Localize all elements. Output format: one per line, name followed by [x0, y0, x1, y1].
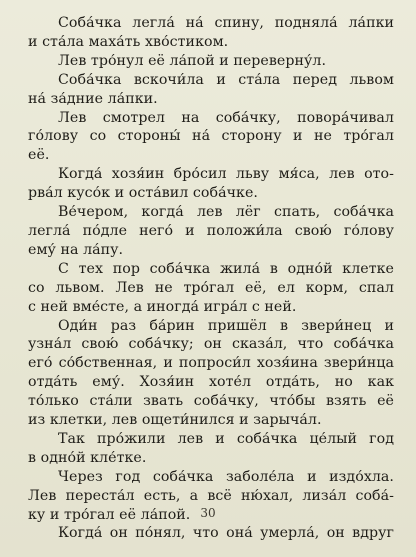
text-line: ему́ на ла́пу. — [28, 241, 124, 258]
text-line: отда́ть ему́. Хозя́ин хоте́л отда́ть, но как — [28, 374, 394, 391]
text-line: Лев смотрел на соба́чку, повора́чивал — [58, 109, 394, 126]
text-line: рва́л кусо́к и оста́вил соба́чке. — [28, 185, 258, 202]
text-line: и ста́ла маха́ть хво́стиком. — [28, 33, 229, 50]
text-line: Лев переста́л есть, а всё ню́хал, лиза́л соба́- — [28, 487, 394, 504]
text-line: Так про́жили лев и соба́чка це́лый год — [58, 430, 394, 447]
text-line: ку и тро́гал её ла́пой. — [28, 506, 191, 523]
text-line: на́ за́дние ла́пки. — [28, 90, 158, 107]
text-line: с ней вме́сте, а иногда́ игра́л с ней. — [28, 298, 297, 315]
text-line: Соба́чка вскочи́ла и ста́ла перед львом — [58, 71, 394, 88]
text-line: го́лову со стороны́ на́ сторону и не тро́гал — [28, 128, 394, 145]
text-line: легла́ по́дле него́ и положи́ла свою́ го́лову — [28, 222, 394, 239]
text-line: Ве́чером, когда́ лев лёг спать, соба́чка — [58, 204, 394, 221]
text-line: С тех пор соба́чка жила́ в одно́й клетке — [58, 260, 394, 277]
text-line: из клетки, лев ощети́нился и зарыча́л. — [28, 412, 322, 429]
text-line: Когда́ хозя́ин бро́сил льву мя́са, лев ото- — [58, 166, 394, 183]
text-line: его́ со́бственная, и попроси́л хозя́ина звери́нца — [28, 355, 394, 372]
text-line: Когда́ он по́нял, что она́ умерла́, он вдруг — [58, 525, 394, 542]
text-line: Через год соба́чка заболе́ла и издо́хла. — [58, 468, 394, 485]
text-line: узна́л свою́ соба́чку; он сказа́л, что соба́чка — [28, 336, 394, 353]
text-line: то́лько ста́ли звать соба́чку, что́бы взять её — [28, 393, 394, 410]
text-line: в одно́й кле́тке. — [28, 449, 147, 466]
text-line: Соба́чка легла́ на́ спину, подняла́ ла́пки — [58, 15, 394, 31]
text-line: со львом. Лев не тро́гал её, ел корм, спал — [28, 279, 394, 296]
text-line: Лев тро́нул её ла́пой и переверну́л. — [58, 52, 327, 69]
story-text — [28, 14, 394, 543]
text-line: её. — [28, 147, 50, 164]
text-line: Оди́н раз ба́рин пришёл в звери́нец и — [58, 317, 394, 334]
page-number: 30 — [200, 506, 216, 520]
